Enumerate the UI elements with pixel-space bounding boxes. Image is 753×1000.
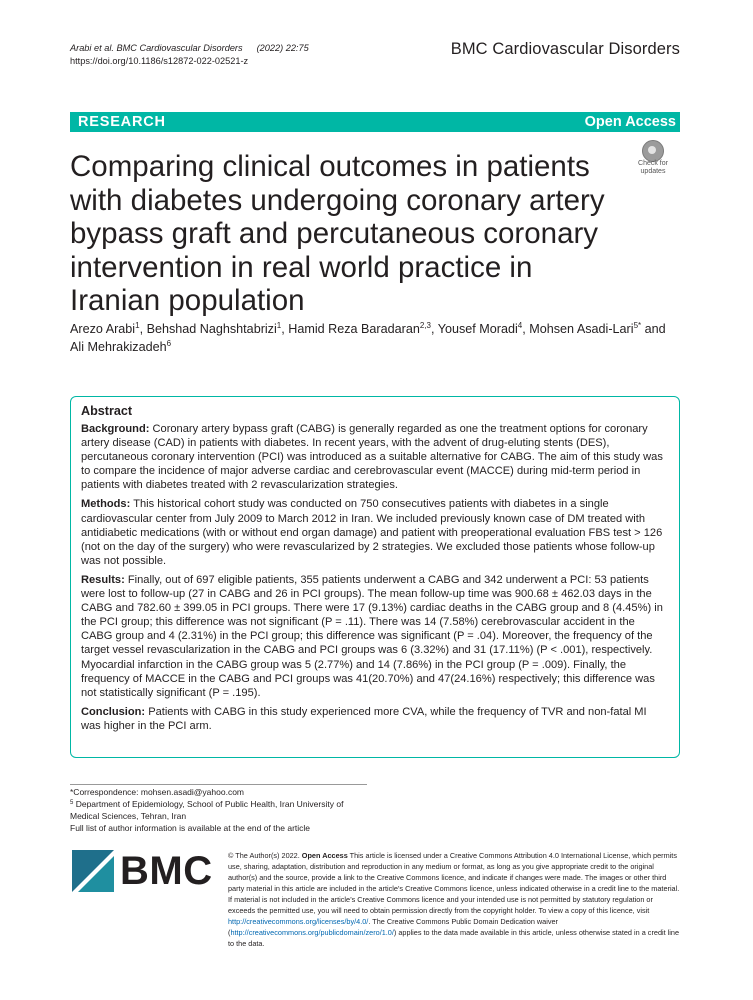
open-access-label: Open Access [584,114,676,130]
author[interactable]: Yousef Moradi$^4$ [437,321,523,336]
abstract-results: Results: Finally, out of 697 eligible patients, 355 patients underwent a CABG and 342 underwent a PCI: 53 patients were lost to follow-up (27 in CABG and 26 in PCI groups). The mean follow-up time was 900.68 ± 462.03 days in the CABG and 782.60 ± 399.05 in PCI groups. There were 17 (9.13%) cardiac deaths in the CABG group and 8 (4.45%) in the PCI group; this difference was not significant (P = .11). There was 14 (7.58%) cerebrovascular accident in the CABG group and 4 (2.31%) in the PCI group; this difference was significant (P = .04). Moreover, the frequency of the target vessel revascularization in the CABG and PCI groups was 6 (3.32%) and 31 (17.11%) (P < .001), respectively. Myocardial infarction in the CABG group was 5 (2.77%) and 14 (7.86%) in the PCI group (P = .009). Finally, the frequency of MACCE in the CABG and PCI groups was 41(20.70%) and 47(24.16%) respectively; this difference was not statistically significant (P = .195). [81,573,663,699]
article-type-label: RESEARCH [78,114,166,130]
article-type-banner [70,112,680,132]
author[interactable]: Ali Mehrakizadeh$^6$ [70,339,172,354]
author[interactable]: Arezo Arabi$^1$ [70,321,140,336]
license-statement: © The Author(s) 2022. Open Access This article is licensed under a Creative Commons Attribution 4.0 International License, which permits use, sharing, adaptation, distribution and reproduction in any medium or format, as long as you give appropriate credit to the original author(s) and the source, provide a link to the Creative Commons licence, and indicate if changes were made. The images or other third party material in this article are included in the article’s Creative Commons licence, unless indicated otherwise in a credit line to the material. If material is not included in the article’s Creative Commons licence and your intended use is not permitted by statutory regulation or exceeds the permitted use, you will need to obtain permission directly from the copyright holder. To view a copy of this licence, visit http://creativecommons.org/licenses/by/4.0/. The Creative Commons Public Domain Dedication waiver (http://creativecommons.org/publicdomain/zero/1.0/) applies to the data made available in this article, unless otherwise stated in a credit line to the data. [228,851,680,948]
check-updates-line2: updates [640,168,666,175]
article-title: Comparing clinical outcomes in patients with diabetes undergoing coronary artery bypass graft and percutaneous coronary intervention in real world practice in Iranian population [70,150,605,317]
footnotes [70,786,370,834]
running-header [70,42,309,68]
volume-info: (2022) 22:75 [256,43,309,53]
journal-name: BMC Cardiovascular Disorders [450,40,680,58]
abstract-box [70,396,680,758]
doi-link[interactable]: https://doi.org/10.1186/s12872-022-02521-z [70,56,249,66]
author-info-note: Full list of author information is available at the end of the article [70,823,311,833]
footnote-divider [70,784,367,785]
license-link[interactable]: http://creativecommons.org/licenses/by/4.0/ [228,917,369,926]
check-for-updates-icon [642,140,664,162]
citation: Arabi et al. BMC Cardiovascular Disorders [70,43,243,53]
bmc-logo-text: BMC [120,849,213,893]
check-updates-line1: Check for [638,160,668,167]
abstract-methods: Methods: This historical cohort study was conducted on 750 consecutives patients with diabetes in a single cardiovascular center from July 2009 to March 2012 in Iran. We included previously known case of DM treated with antidiabetic medications (with or without end organ damage) and patient with preoperational evaluation FBS test > 126 (not on the day of the surgery) who were revascularized by 2 strategies. We excluded those patients whose follow-up was not possible. [81,498,663,567]
abstract-heading: Abstract [81,404,133,418]
abstract-conclusion: Conclusion: Patients with CABG in this study experienced more CVA, while the frequency of TVR and non-fatal MI was higher in the PCI arm. [81,705,647,732]
public-domain-link[interactable]: http://creativecommons.org/publicdomain/zero/1.0/ [230,928,394,937]
author[interactable]: Hamid Reza Baradaran$^{2,3}$ [288,321,431,336]
affiliation-note: $^5$ Department of Epidemiology, School of Public Health, Iran University of Medical Sciences, Tehran, Iran [70,799,344,821]
abstract-background: Background: Coronary artery bypass graft (CABG) is generally regarded as one the treatment options for coronary artery disease (CAD) in patients with diabetes. In recent years, with the advent of drug-eluting stents (DES), percutaneous coronary intervention (PCI) was introduced as a suitable alternative for CABG. The aim of this study was to compare the incidence of major adverse cardiac and cerebrovascular event (MACCE) during mid-term period in patients with diabetes treated with 2 revascularization strategies. [81,423,663,492]
author[interactable]: Behshad Naghshtabrizi$^1$ [146,321,282,336]
check-for-updates-badge[interactable] [628,140,680,178]
correspondence-note: *Correspondence: mohsen.asadi@yahoo.com [70,787,245,797]
author-list: Arezo Arabi$^1$, Behshad Naghshtabrizi$^1$, Hamid Reza Baradaran$^{2,3}$, Yousef Moradi$^4$, Mohsen Asadi-Lari$^{5*}$ and Ali Mehrakizadeh$^6$ [70,321,666,354]
bmc-logo-icon [72,850,114,892]
bmc-logo[interactable] [72,850,220,894]
author[interactable]: Mohsen Asadi-Lari$^{5*}$ [529,321,642,336]
